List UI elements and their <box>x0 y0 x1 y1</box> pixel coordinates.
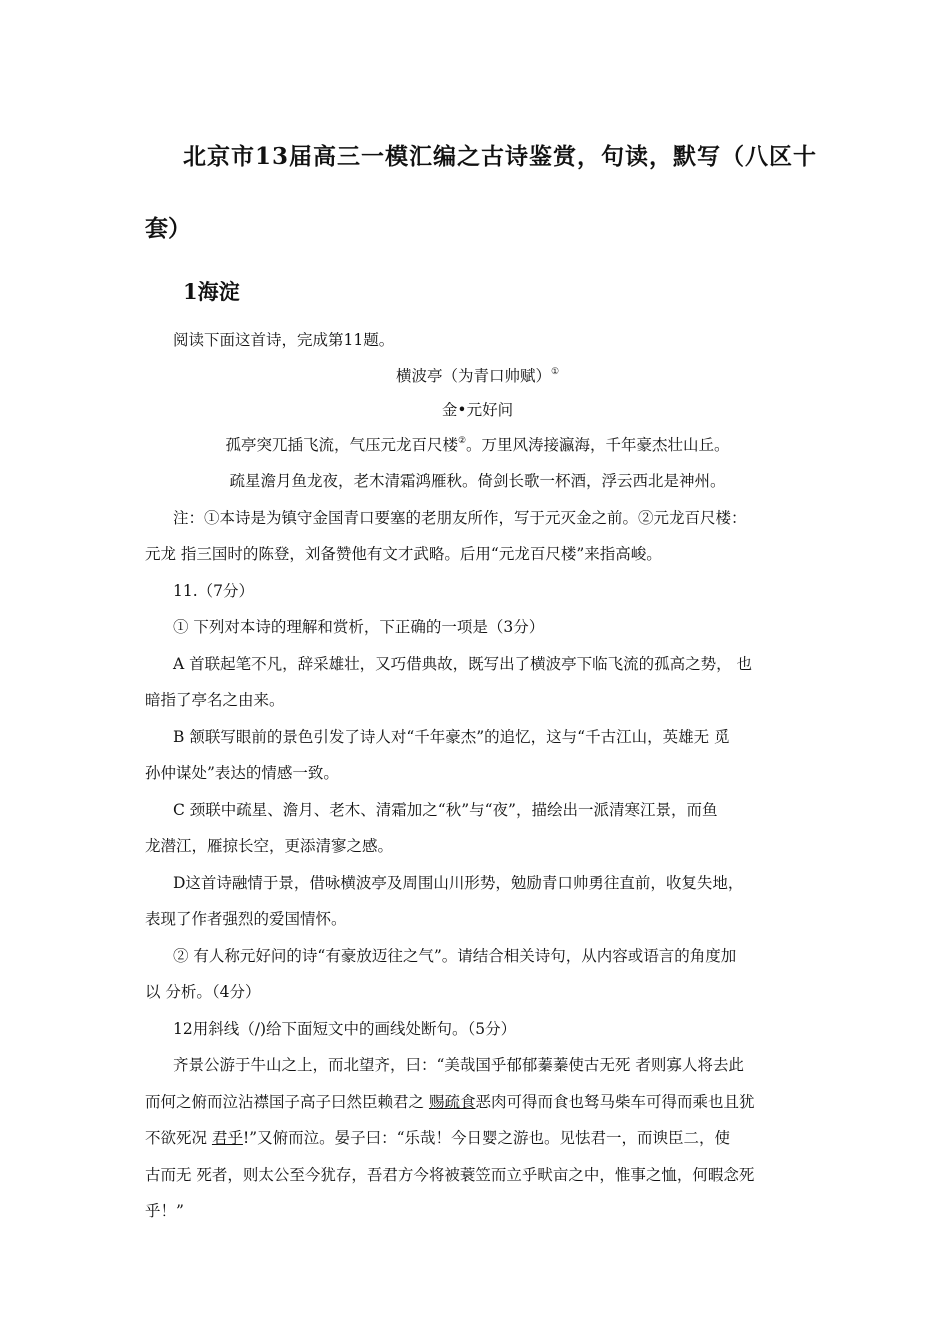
passage-line-3-part-b: !”又俯而泣。晏子曰：“乐哉！今日婴之游也。见怯君一，而谀臣二，使 <box>242 1129 731 1147</box>
option-c-line-2: 龙潜江，雁掠长空，更添清寥之感。 <box>145 837 394 855</box>
underlined-phrase-2: 君乎 <box>211 1129 243 1147</box>
document-title-continued: 套） <box>145 215 191 242</box>
question-11-header: 11.（7分） <box>173 581 255 600</box>
poem-title: 横波亭（为青口帅赋） <box>395 366 551 385</box>
poem-line-1-part-a: 孤亭突兀插飞流，气压元龙百尺楼 <box>225 435 458 454</box>
option-b-line-2: 孙仲谋处”表达的情感一致。 <box>145 764 339 782</box>
option-a-line-2: 暗指了亭名之由来。 <box>145 691 285 709</box>
question-body <box>145 322 810 1230</box>
poem-note-line-1: 注：①本诗是为镇守金国青口要塞的老朋友所作，写于元灭金之前。②元龙百尺楼： <box>173 508 747 527</box>
underlined-phrase-1: 赐疏食 <box>428 1092 476 1111</box>
question-12-header: 12用斜线（/)给下面短文中的画线处断句。（5分） <box>173 1019 517 1038</box>
poem-title-footnote-mark: ① <box>550 366 560 377</box>
passage-line-3-part-a: 不欲死况 <box>145 1129 212 1147</box>
question-11-sub-2-line-1: ② 有人称元好问的诗“有豪放迈往之气”。请结合相关诗句，从内容或语言的角度加 <box>173 946 737 965</box>
option-b-line-1: B 颔联写眼前的景色引发了诗人对“千年豪杰”的追忆，这与“千古江山，英雄无 觅 <box>173 727 730 746</box>
passage-line-5: 乎！” <box>145 1202 184 1220</box>
poem-author: 金•元好问 <box>441 400 514 419</box>
passage-line-2-part-b: 恶肉可得而食也驽马柴车可得而乘也且犹 <box>475 1092 755 1111</box>
question-11-sub-2-line-2: 以 分析。（4分） <box>145 983 261 1001</box>
poem-line-1-part-b: 。万里风涛接瀛海，千年豪杰壮山丘。 <box>466 435 730 454</box>
section-heading-haidian: 1海淀 <box>183 279 240 304</box>
passage-line-2 <box>145 1084 810 1121</box>
option-a-line-1: A 首联起笔不凡，辞采雄壮，又巧借典故，既写出了横波亭下临飞流的孤高之势， 也 <box>173 654 753 673</box>
poem-title-line <box>145 359 810 393</box>
poem-note-line-2: 元龙 指三国时的陈登，刘备赞他有文才武略。后用“元龙百尺楼”来指高峻。 <box>145 545 662 563</box>
passage-line-3 <box>145 1120 810 1157</box>
question-11-sub-1: ① 下列对本诗的理解和赏析，下正确的一项是（3分） <box>173 618 545 636</box>
option-d-line-2: 表现了作者强烈的爱国情怀。 <box>145 910 347 928</box>
document-title: 北京市13届高三一模汇编之古诗鉴赏，句读，默写（八区十 <box>183 143 818 170</box>
option-c-line-1: C 颈联中疏星、澹月、老木、清霜加之“秋”与“夜”，描绘出一派清寒江景，而鱼 <box>173 800 718 819</box>
poem-line-1-footnote-mark: ② <box>457 435 467 446</box>
reading-intro: 阅读下面这首诗，完成第11题。 <box>173 331 395 349</box>
passage-line-2-part-a: 而何之俯而泣沾襟国子高子曰然臣赖君之 <box>145 1092 429 1111</box>
option-d-line-1: D这首诗融情于景，借咏横波亭及周围山川形势，勉励青口帅勇往直前，收复失地， <box>173 873 744 892</box>
passage-line-4: 古而无 死者，则太公至今犹存，吾君方今将被蓑笠而立乎畎亩之中，惟事之恤，何暇念死 <box>145 1165 755 1184</box>
poem-line-2: 疏星澹月鱼龙夜，老木清霜鸿雁秋。倚剑长歌一杯酒，浮云西北是神州。 <box>229 472 726 490</box>
passage-line-1: 齐景公游于牛山之上，而北望齐，曰：“美哉国乎郁郁蓁蓁使古无死 者则寡人将去此 <box>173 1056 744 1074</box>
poem-line-1 <box>145 427 810 464</box>
